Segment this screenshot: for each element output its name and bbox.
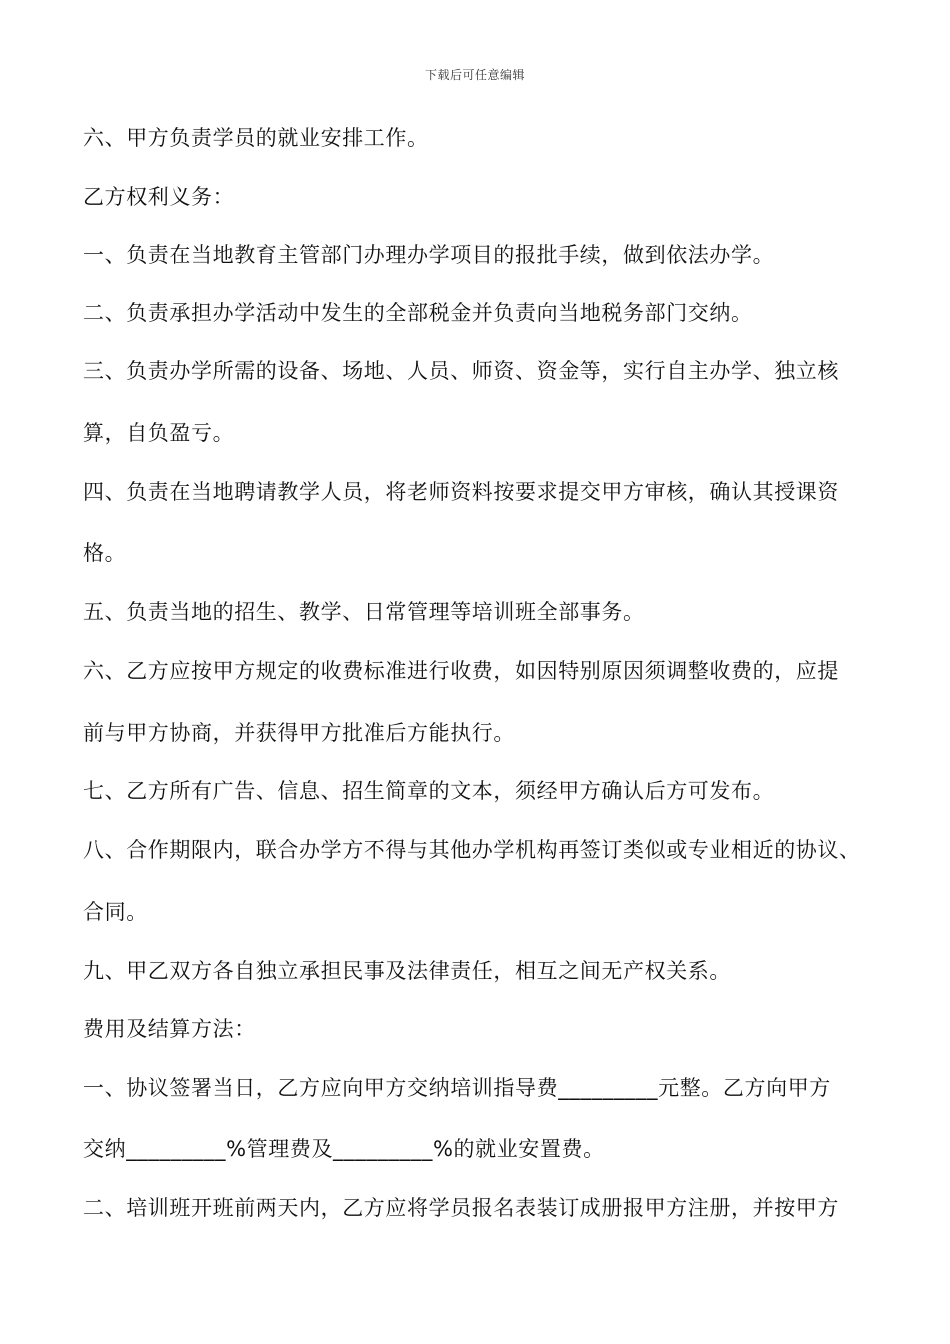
paragraph-line: 交纳_________%管理费及_________%的就业安置费。	[83, 1137, 605, 1161]
paragraph-line: 四、负责在当地聘请教学人员，将老师资料按要求提交甲方审核，确认其授课资	[83, 480, 839, 504]
paragraph-line: 二、培训班开班前两天内，乙方应将学员报名表装订成册报甲方注册，并按甲方	[83, 1196, 839, 1220]
paragraph-line: 二、负责承担办学活动中发生的全部税金并负责向当地税务部门交纳。	[83, 301, 753, 325]
section-heading: 乙方权利义务：	[83, 185, 235, 209]
paragraph-line: 七、乙方所有广告、信息、招生简章的文本，须经甲方确认后方可发布。	[83, 779, 775, 803]
page-header-note: 下载后可任意编辑	[424, 68, 525, 82]
paragraph-line: 一、协议签署当日，乙方应向甲方交纳培训指导费_________元整。乙方向甲方	[83, 1076, 831, 1100]
paragraph-line: 八、合作期限内，联合办学方不得与其他办学机构再签订类似或专业相近的协议、	[83, 838, 861, 862]
paragraph-line: 前与甲方协商，并获得甲方批准后方能执行。	[83, 721, 515, 745]
paragraph-line: 六、甲方负责学员的就业安排工作。	[83, 126, 429, 150]
paragraph-line: 合同。	[83, 900, 148, 924]
paragraph-line: 六、乙方应按甲方规定的收费标准进行收费，如因特别原因须调整收费的，应提	[83, 659, 839, 683]
paragraph-line: 格。	[83, 541, 127, 565]
paragraph-line: 九、甲乙双方各自独立承担民事及法律责任，相互之间无产权关系。	[83, 959, 731, 983]
paragraph-line: 三、负责办学所需的设备、场地、人员、师资、资金等，实行自主办学、独立核	[83, 359, 839, 383]
paragraph-line: 算，自负盈亏。	[83, 421, 235, 445]
paragraph-line: 一、负责在当地教育主管部门办理办学项目的报批手续，做到依法办学。	[83, 243, 775, 267]
section-heading: 费用及结算方法：	[83, 1017, 256, 1041]
paragraph-line: 五、负责当地的招生、教学、日常管理等培训班全部事务。	[83, 600, 645, 624]
